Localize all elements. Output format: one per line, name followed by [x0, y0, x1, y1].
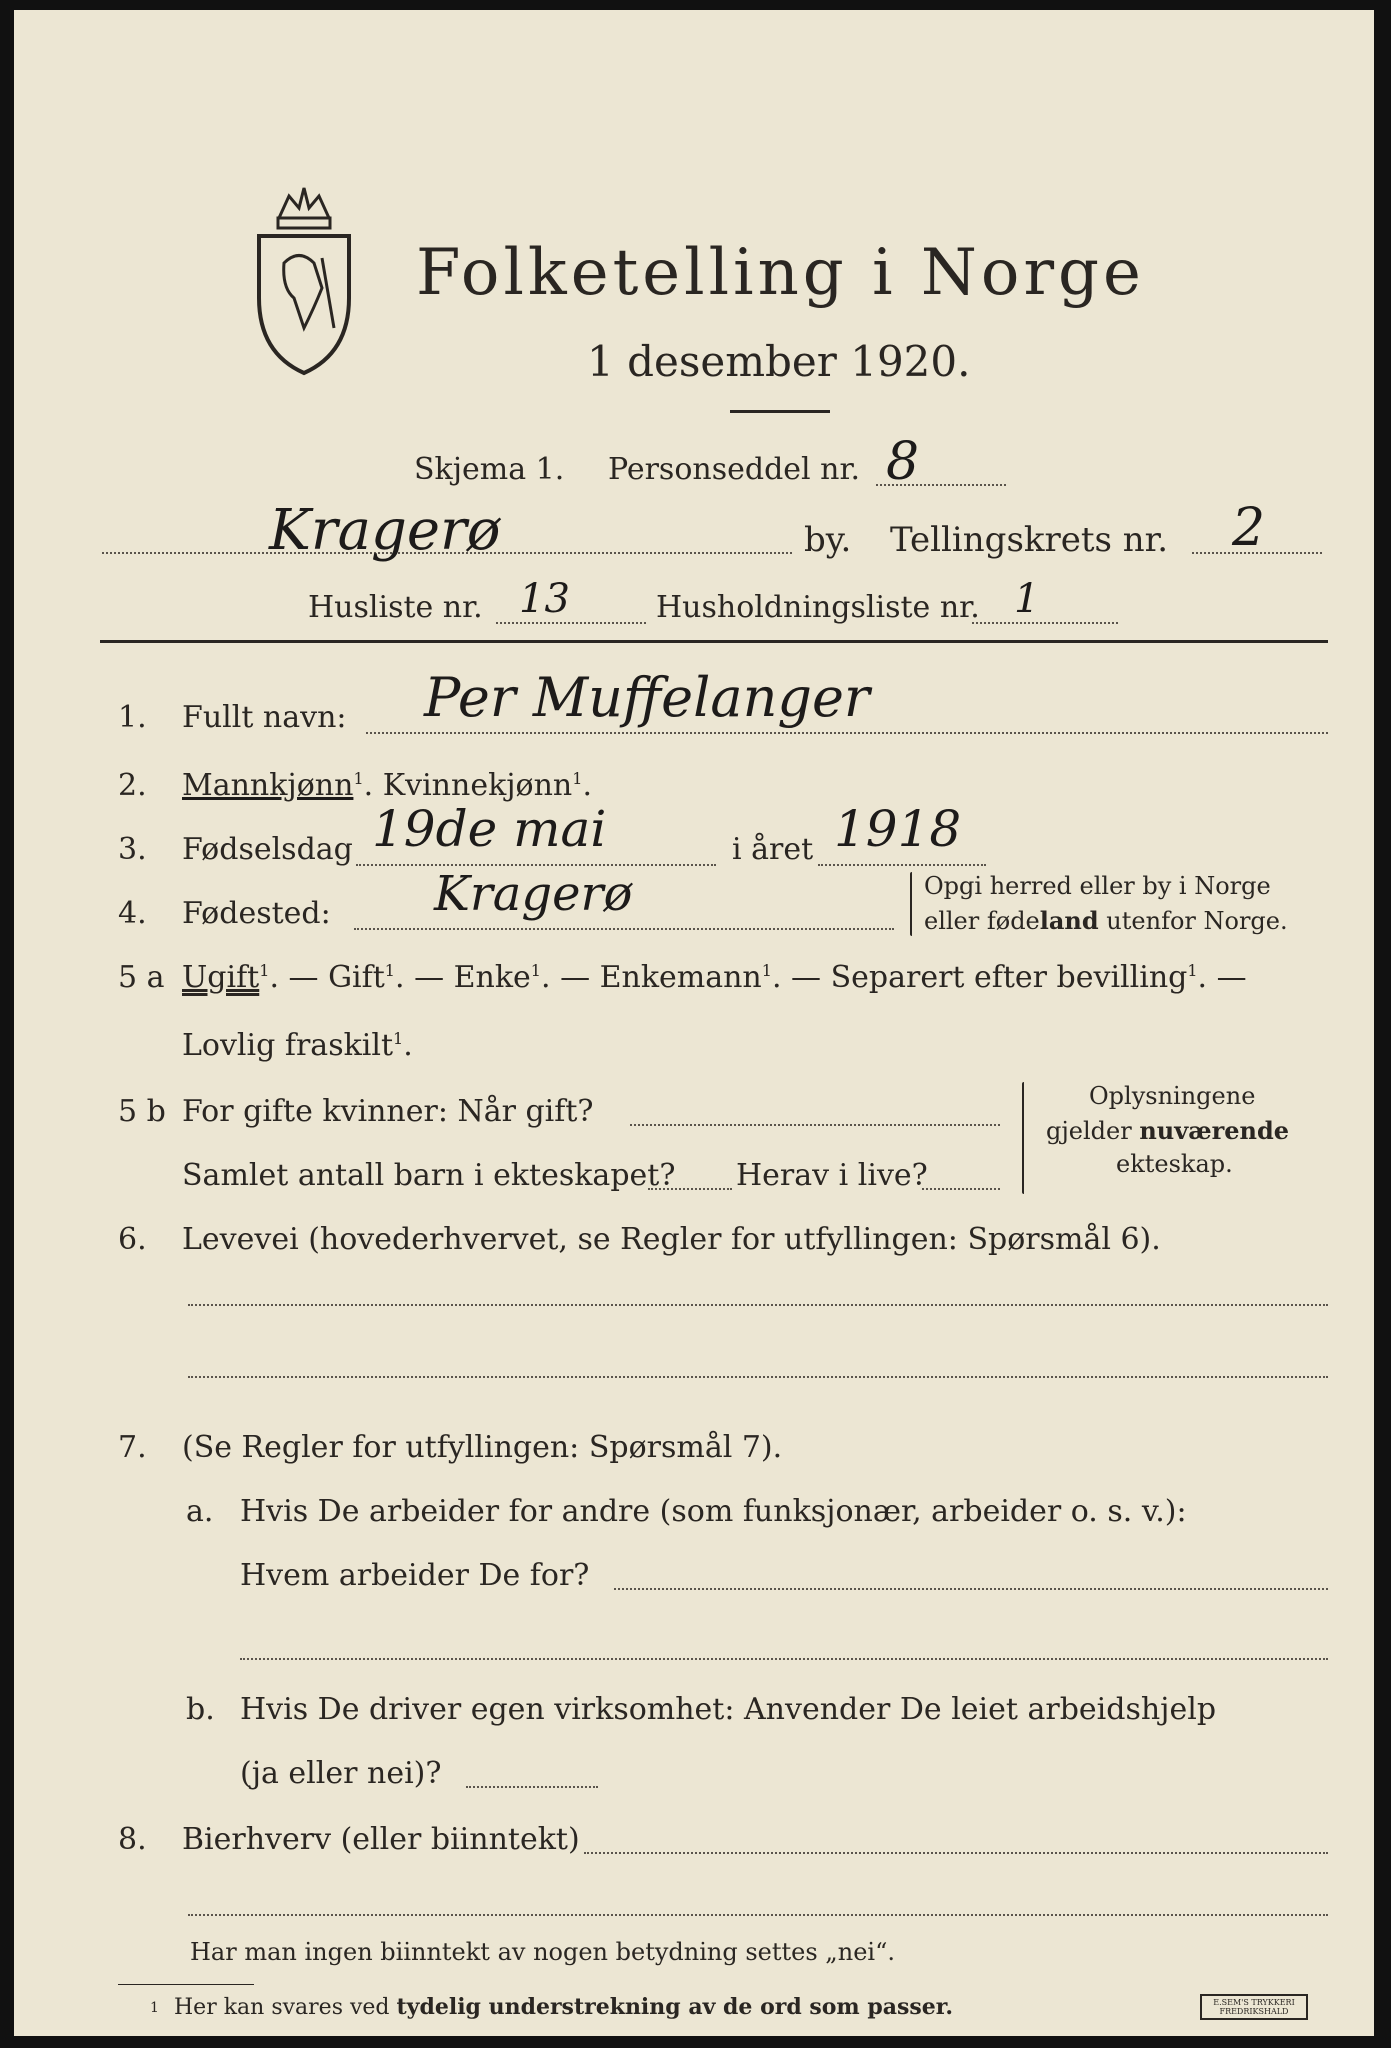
- q4-label: Fødested:: [182, 896, 331, 931]
- census-form-sheet: [14, 10, 1374, 2036]
- lovlig-option: Lovlig fraskilt$^1$.: [182, 1028, 413, 1063]
- city-value: Kragerø: [269, 498, 501, 563]
- q7a-number: a.: [186, 1494, 214, 1529]
- q7b-blank: [466, 1786, 598, 1788]
- q8-line2: [188, 1914, 1328, 1916]
- husholdning-line: [972, 622, 1118, 624]
- q8-number: 8.: [118, 1822, 147, 1857]
- q5b-note-brace: [1022, 1082, 1024, 1194]
- title-divider: [730, 410, 830, 413]
- footer-note: Har man ingen biinntekt av nogen betydning settes „nei“.: [190, 1938, 895, 1966]
- by-label: by.: [804, 520, 852, 560]
- tellingskrets-label: Tellingskrets nr.: [890, 520, 1169, 560]
- birth-day-value: 19de mai: [372, 800, 607, 858]
- q7-number: 7.: [118, 1430, 147, 1465]
- q8-line1: [584, 1852, 1328, 1854]
- q3-label: Fødselsdag: [182, 832, 353, 867]
- q5b-number: 5 b: [118, 1094, 166, 1129]
- gift-option: Gift: [328, 960, 385, 995]
- husholdning-label: Husholdningsliste nr.: [656, 590, 980, 625]
- enkemann-option: Enkemann: [599, 960, 762, 995]
- q8-label: Bierhverv (eller biinntekt): [182, 1822, 580, 1857]
- q7a-line3-blank: [240, 1658, 1328, 1660]
- q5b-line2b: Herav i live?: [736, 1158, 928, 1193]
- personseddel-value: 8: [886, 432, 920, 492]
- husliste-label: Husliste nr.: [308, 590, 483, 625]
- q4-note-line2: eller fødeland utenfor Norge.: [924, 906, 1288, 935]
- q1-number: 1.: [118, 700, 147, 735]
- q6-label: Levevei (hovederhvervet, se Regler for utfyllingen: Spørsmål 6).: [182, 1222, 1161, 1257]
- q5b-live-blank: [922, 1188, 1000, 1190]
- printer-stamp: E.SEM'S TRYKKERI FREDRIKSHALD: [1200, 1994, 1308, 2020]
- footnote-text: Her kan svares ved tydelig understrekning av de ord som passer.: [174, 1994, 954, 2020]
- tellingskrets-value: 2: [1232, 498, 1266, 558]
- ugift-option: Ugift: [182, 960, 260, 995]
- q7a-line2-blank: [614, 1588, 1328, 1590]
- q3-year-label: i året: [732, 832, 814, 867]
- q5b-note1: Oplysningene: [1089, 1082, 1256, 1110]
- q7b-line1: Hvis De driver egen virksomhet: Anvender De leiet arbeidshjelp: [240, 1692, 1217, 1727]
- q1-label: Fullt navn:: [182, 700, 347, 735]
- enke-option: Enke: [453, 960, 531, 995]
- q7a-line2: Hvem arbeider De for?: [240, 1558, 590, 1593]
- q4-note-line1: Opgi herred eller by i Norge: [924, 872, 1271, 900]
- q4-line: [354, 928, 894, 930]
- footnote-rule: [118, 1984, 254, 1985]
- husholdning-value: 1: [1014, 576, 1040, 622]
- q7b-line2: (ja eller nei)?: [240, 1756, 442, 1791]
- q6-line2: [188, 1376, 1328, 1378]
- norwegian-coat-of-arms-icon: [244, 178, 364, 378]
- q6-line1: [188, 1304, 1328, 1306]
- q7b-number: b.: [186, 1692, 215, 1727]
- skjema-label: Skjema 1.: [414, 452, 565, 487]
- birth-year-value: 1918: [834, 800, 962, 858]
- q7-label: (Se Regler for utfyllingen: Spørsmål 7).: [182, 1430, 783, 1465]
- q4-number: 4.: [118, 896, 147, 931]
- separert-option: Separert efter bevilling: [830, 960, 1188, 995]
- q5b-barn-blank: [648, 1188, 732, 1190]
- q3-year-line: [818, 864, 986, 866]
- q1-line: [366, 732, 1328, 734]
- personseddel-label: Personseddel nr.: [608, 452, 861, 487]
- q3-number: 3.: [118, 832, 147, 867]
- male-option: Mannkjønn: [182, 768, 354, 803]
- husliste-value: 13: [519, 576, 570, 622]
- q5a-options: Ugift$^1$. — Gift$^1$. — Enke$^1$. — Enkemann$^1$. — Separert efter bevilling$^1$. —: [182, 960, 1247, 995]
- q7a-line1: Hvis De arbeider for andre (som funksjonær, arbeider o. s. v.):: [240, 1494, 1187, 1529]
- q5a-number: 5 a: [118, 960, 165, 995]
- birthplace-value: Kragerø: [434, 866, 633, 922]
- q4-note-brace: [910, 872, 912, 936]
- husliste-line: [496, 622, 646, 624]
- q2-options: Mannkjønn$^1$. Kvinnekjønn$^1$.: [182, 768, 592, 803]
- page-title: Folketelling i Norge: [416, 236, 1145, 310]
- q6-number: 6.: [118, 1222, 147, 1257]
- q5b-line1: For gifte kvinner: Når gift?: [182, 1094, 594, 1129]
- q5b-line1-blank: [630, 1124, 1000, 1126]
- full-name-value: Per Muffelanger: [424, 666, 870, 729]
- q5b-note3: ekteskap.: [1116, 1150, 1233, 1178]
- footnote-number: 1: [150, 2000, 159, 2016]
- q5b-note2: gjelder nuværende: [1046, 1116, 1290, 1145]
- female-option: Kvinnekjønn: [382, 768, 573, 803]
- census-date: 1 desember 1920.: [587, 337, 971, 386]
- header-rule: [100, 640, 1328, 643]
- q5b-line2a: Samlet antall barn i ekteskapet?: [182, 1158, 676, 1193]
- q2-number: 2.: [118, 768, 147, 803]
